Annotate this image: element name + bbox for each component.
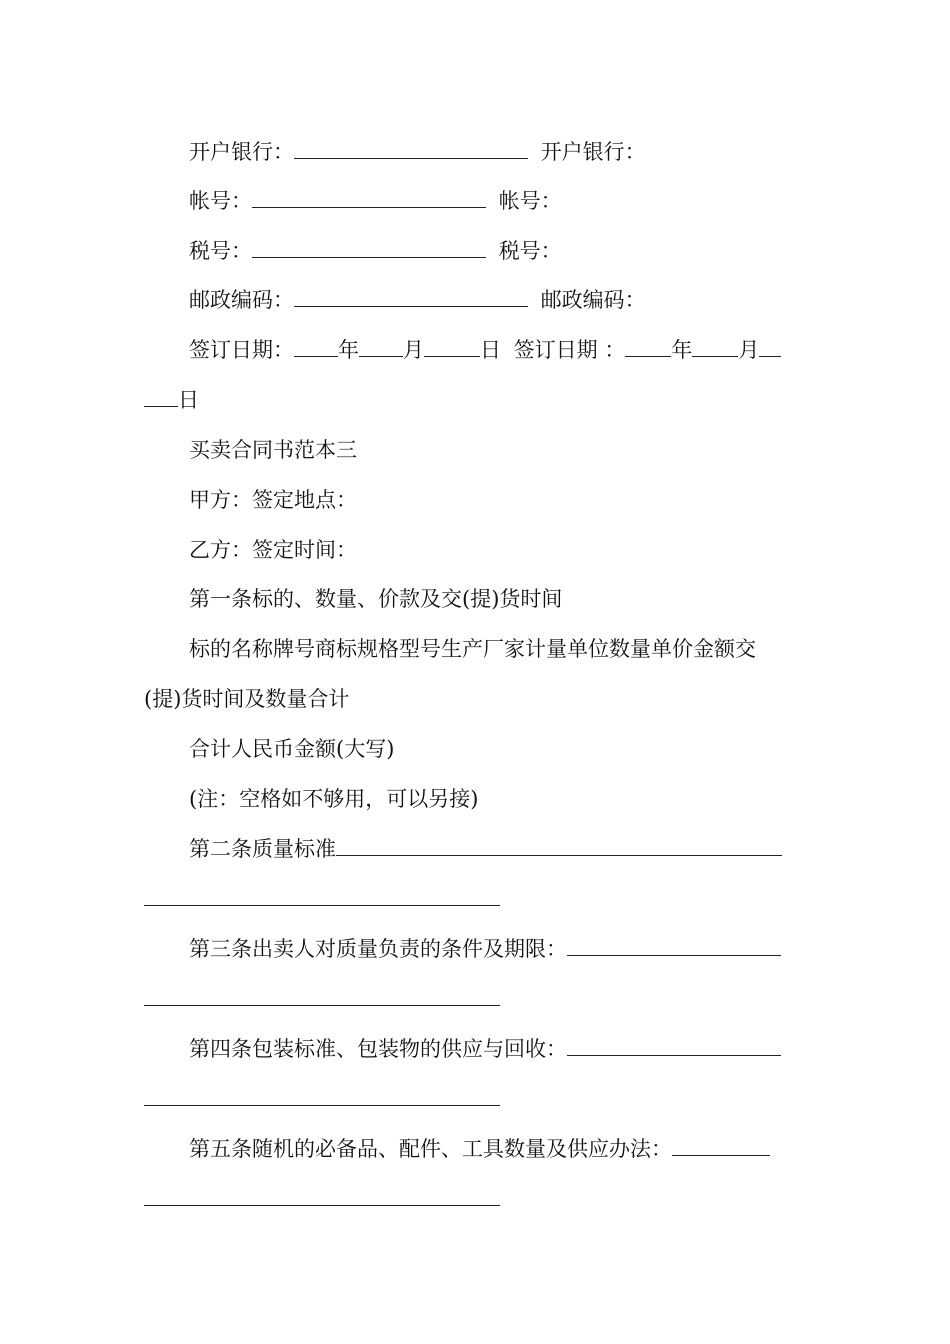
day-blank-a: [424, 336, 480, 357]
article-1-heading: 第一条标的、数量、价款及交(提)货时间: [189, 587, 563, 611]
article-4-dash-line-2: [144, 1091, 500, 1106]
postcode-label-a: 邮政编码：: [189, 288, 294, 312]
article-2-continuation: [144, 885, 500, 913]
month-blank-a: [359, 336, 403, 357]
table-description-line-2: (提)货时间及数量合计: [144, 687, 350, 711]
month-label-b: 月: [738, 338, 760, 362]
postcode-label-b: 邮政编码：: [540, 288, 646, 312]
bank-blank-a: [294, 138, 528, 159]
date-label-a: 签订日期：: [189, 338, 294, 362]
day-blank-b-end: [144, 386, 178, 407]
article-3-dash-line: [567, 941, 781, 956]
article-5-line: [189, 1135, 770, 1163]
account-label-a: 帐号：: [189, 189, 252, 213]
postcode-row: [189, 286, 646, 314]
month-blank-b: [692, 336, 738, 357]
party-b-line: 乙方：签定时间：: [189, 538, 357, 562]
day-label-a: 日: [480, 338, 501, 362]
signing-date-row-wrap: [144, 386, 199, 414]
year-label-b: 年: [671, 338, 693, 362]
article-5-continuation: [144, 1185, 500, 1213]
day-label-b: 日: [178, 388, 199, 412]
article-4-line: [189, 1035, 781, 1063]
article-2-heading: 第二条质量标准: [189, 837, 336, 861]
bank-label-a: 开户银行：: [189, 140, 294, 164]
table-description-line-1: 标的名称牌号商标规格型号生产厂家计量单位数量单价金额交: [189, 637, 756, 661]
tax-label-a: 税号：: [189, 239, 252, 263]
article-3-dash-line-2: [144, 991, 500, 1006]
signing-date-row: [189, 336, 781, 364]
year-blank-a: [294, 336, 338, 357]
article-5-heading: 第五条随机的必备品、配件、工具数量及供应办法：: [189, 1137, 672, 1161]
article-2-line: [189, 835, 782, 863]
bank-label-b: 开户银行：: [540, 140, 646, 164]
account-row: [189, 187, 562, 215]
bank-row: [189, 138, 646, 166]
article-5-dash-line: [672, 1141, 770, 1156]
tax-label-b: 税号：: [498, 239, 562, 263]
total-rmb-line: 合计人民币金额(大写): [189, 737, 395, 761]
article-4-heading: 第四条包装标准、包装物的供应与回收：: [189, 1037, 567, 1061]
date-label-b: 签订日期 ：: [513, 338, 626, 362]
article-2-dash-line: [336, 841, 782, 856]
article-3-line: [189, 935, 781, 963]
day-blank-b-start: [759, 336, 781, 357]
note-line: (注：空格如不够用，可以另接): [189, 787, 479, 811]
postcode-blank-a: [294, 286, 528, 307]
year-blank-b: [625, 336, 671, 357]
account-blank-a: [252, 187, 486, 208]
tax-blank-a: [252, 237, 486, 258]
tax-row: [189, 237, 562, 265]
article-3-heading: 第三条出卖人对质量负责的条件及期限：: [189, 937, 567, 961]
article-4-continuation: [144, 1085, 500, 1113]
article-4-dash-line: [567, 1041, 781, 1056]
article-5-dash-line-2: [144, 1191, 500, 1206]
contract-title: 买卖合同书范本三: [189, 438, 357, 462]
account-label-b: 帐号：: [498, 189, 562, 213]
article-3-continuation: [144, 985, 500, 1013]
month-label-a: 月: [403, 338, 424, 362]
party-a-line: 甲方：签定地点：: [189, 488, 357, 512]
article-2-dash-line-2: [144, 891, 500, 906]
year-label-a: 年: [338, 338, 359, 362]
